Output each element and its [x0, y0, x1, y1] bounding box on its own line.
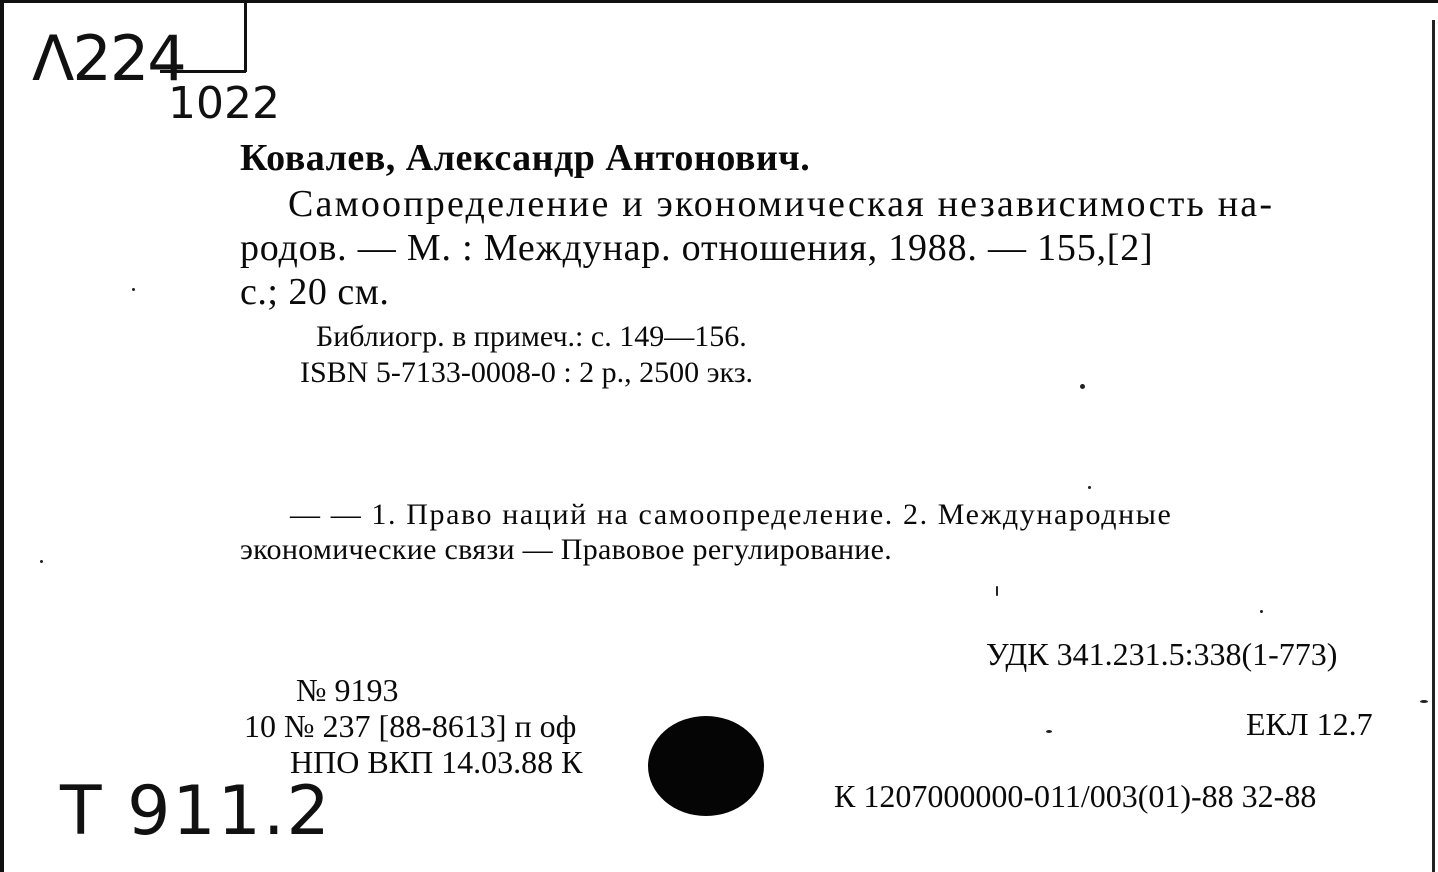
npo-line: НПО ВКП 14.03.88 К [290, 744, 583, 780]
k-code: К 1207000000-011/003(01)-88 32-88 [834, 778, 1317, 814]
corner-notch-vertical [244, 0, 247, 72]
subject-headings-line-1: — — 1. Право наций на самоопределение. 2. Международные [290, 498, 1173, 531]
author-heading: Ковалев, Александр Антонович. [240, 137, 811, 179]
scan-speck [1420, 700, 1428, 703]
card-number: № 9193 [296, 672, 399, 708]
subject-headings-line-2: экономические связи — Правовое регулирование. [240, 533, 893, 566]
card-border-top [0, 0, 1438, 3]
handwritten-classmark: Т 911.2 [60, 772, 332, 851]
order-code: 10 № 237 [88-8613] п оф [244, 708, 577, 744]
scan-speck [1088, 486, 1091, 489]
handwritten-shelf-mark-sub: 1022 [168, 78, 280, 129]
title-line-3: с.; 20 см. [240, 271, 390, 313]
scan-speck [1260, 610, 1263, 613]
scan-speck [40, 560, 43, 563]
scan-speck [996, 586, 998, 596]
scan-speck [1046, 730, 1052, 733]
title-line-1: Самоопределение и экономическая независимость на- [288, 183, 1275, 225]
udk-code: УДК 341.231.5:338(1-773) [986, 636, 1338, 672]
scan-speck [1080, 384, 1085, 389]
scan-speck [132, 288, 135, 291]
ink-blot-stamp [648, 716, 764, 816]
card-border-right [1432, 20, 1435, 872]
isbn-note: ISBN 5-7133-0008-0 : 2 р., 2500 экз. [300, 356, 754, 389]
title-line-2: родов. — М. : Междунар. отношения, 1988. — 155,[2] [240, 227, 1154, 269]
handwritten-shelf-mark: Λ224 [32, 22, 185, 95]
bibliography-note: Библиогр. в примеч.: с. 149—156. [316, 320, 747, 353]
ekl-code: ЕКЛ 12.7 [1246, 706, 1373, 742]
card-border-left [0, 0, 4, 872]
